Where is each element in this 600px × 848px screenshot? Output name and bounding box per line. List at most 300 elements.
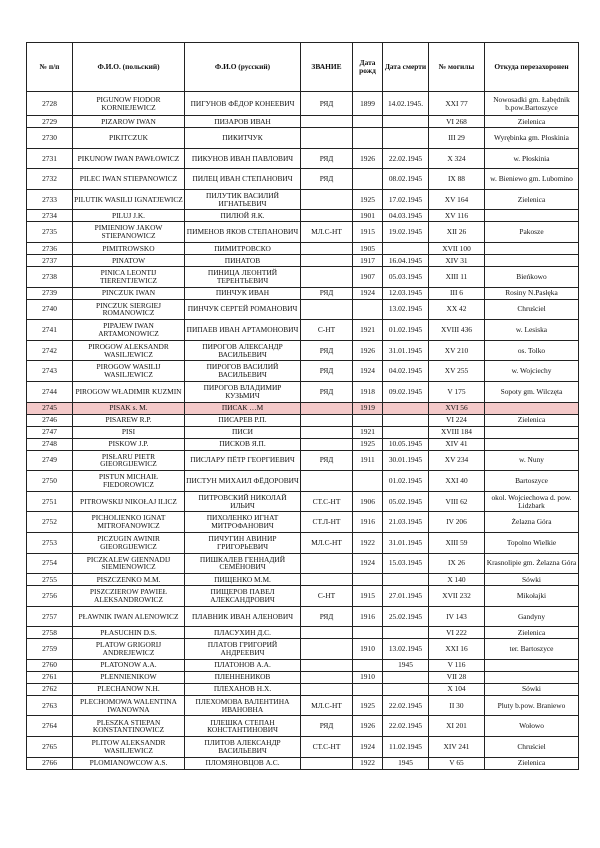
cell-grave-number: XXI 77 <box>429 92 485 116</box>
cell-rank: С-НТ <box>301 586 353 607</box>
cell-grave-number: XV 234 <box>429 450 485 471</box>
table-row <box>27 287 579 299</box>
cell-grave-number: XIII 11 <box>429 266 485 287</box>
cell-birth-date: 1926 <box>353 340 383 361</box>
cell-grave-number: III 6 <box>429 287 485 299</box>
header-birth-date: Дата рожд <box>353 43 383 92</box>
cell-rank: РЯД <box>301 361 353 382</box>
cell-number: 2731 <box>27 148 73 169</box>
cell-name-polish: PIKITCZUK <box>73 128 185 149</box>
cell-birth-date: 1911 <box>353 450 383 471</box>
cell-number: 2736 <box>27 242 73 254</box>
header-name-russian: Ф.И.О (русский) <box>185 43 301 92</box>
cell-name-polish: PIMITROWSKO <box>73 242 185 254</box>
cell-death-date: 22.02.1945 <box>383 148 429 169</box>
cell-number: 2730 <box>27 128 73 149</box>
cell-name-polish: PISZCZIEROW PAWIEŁ ALEKSANDROWICZ <box>73 586 185 607</box>
table-row <box>27 671 579 683</box>
cell-number: 2738 <box>27 266 73 287</box>
cell-name-polish: PILUTIK WASILIJ IGNATJEWICZ <box>73 189 185 210</box>
cell-name-russian: ПИСЛАРУ ПЁТР ГЕОРГИЕВИЧ <box>185 450 301 471</box>
cell-number: 2732 <box>27 169 73 190</box>
cell-number: 2746 <box>27 414 73 426</box>
cell-name-russian: ПИНИЦА ЛЕОНТИЙ ТЕРЕНТЬЕВИЧ <box>185 266 301 287</box>
table-row <box>27 242 579 254</box>
cell-death-date: 14.02.1945. <box>383 92 429 116</box>
cell-name-russian: ПИСАК …М <box>185 402 301 414</box>
cell-number: 2756 <box>27 586 73 607</box>
cell-death-date: 21.03.1945 <box>383 512 429 533</box>
cell-rank: РЯД <box>301 148 353 169</box>
cell-name-polish: PINCZUK IWAN <box>73 287 185 299</box>
cell-name-russian: ПИШКАЛЕВ ГЕННАДИЙ СЕМЁНОВИЧ <box>185 553 301 574</box>
cell-birth-date: 1921 <box>353 426 383 438</box>
cell-birth-date: 1906 <box>353 491 383 512</box>
cell-rank <box>301 438 353 450</box>
cell-grave-number: IV 143 <box>429 606 485 627</box>
cell-grave-number: XV 210 <box>429 340 485 361</box>
cell-rank <box>301 299 353 320</box>
cell-death-date <box>383 683 429 695</box>
cell-grave-number: VI 268 <box>429 116 485 128</box>
cell-death-date: 30.01.1945 <box>383 450 429 471</box>
cell-name-polish: PLECHANOW N.H. <box>73 683 185 695</box>
cell-number: 2749 <box>27 450 73 471</box>
table-row <box>27 512 579 533</box>
table-row <box>27 586 579 607</box>
cell-birth-date: 1925 <box>353 189 383 210</box>
table-row <box>27 299 579 320</box>
cell-name-russian: ПИКУНОВ ИВАН ПАВЛОВИЧ <box>185 148 301 169</box>
table-row <box>27 254 579 266</box>
cell-name-russian: ПЛАВНИК ИВАН АЛЕНОВИЧ <box>185 606 301 627</box>
cell-reburied-from: Sówki <box>485 683 579 695</box>
cell-grave-number: XII 26 <box>429 222 485 243</box>
cell-birth-date: 1907 <box>353 266 383 287</box>
cell-grave-number: XX 42 <box>429 299 485 320</box>
cell-death-date: 16.04.1945 <box>383 254 429 266</box>
cell-death-date: 05.03.1945 <box>383 266 429 287</box>
cell-name-polish: PIGUNOW FIODOR KORNIEJEWICZ <box>73 92 185 116</box>
cell-birth-date: 1921 <box>353 320 383 341</box>
cell-name-russian: ПИТРОВСКИЙ НИКОЛАЙ ИЛЬИЧ <box>185 491 301 512</box>
cell-number: 2766 <box>27 757 73 769</box>
table-row <box>27 737 579 758</box>
cell-name-polish: PISAREW R.P. <box>73 414 185 426</box>
table-row <box>27 266 579 287</box>
cell-reburied-from <box>485 242 579 254</box>
cell-death-date: 05.02.1945 <box>383 491 429 512</box>
cell-grave-number: XI 201 <box>429 716 485 737</box>
cell-reburied-from: Zielenica <box>485 757 579 769</box>
cell-birth-date: 1922 <box>353 532 383 553</box>
cell-name-polish: PIZAROW IWAN <box>73 116 185 128</box>
cell-number: 2753 <box>27 532 73 553</box>
cell-reburied-from: ter. Bartoszyce <box>485 639 579 660</box>
cell-number: 2754 <box>27 553 73 574</box>
cell-number: 2733 <box>27 189 73 210</box>
cell-rank <box>301 210 353 222</box>
header-rank: ЗВАНИЕ <box>301 43 353 92</box>
cell-name-russian: ПИЩЕРОВ ПАВЕЛ АЛЕКСАНДРОВИЧ <box>185 586 301 607</box>
cell-birth-date: 1925 <box>353 438 383 450</box>
cell-name-russian: ПИГУНОВ ФЁДОР КОНЕЕВИЧ <box>185 92 301 116</box>
cell-name-russian: ПИПАЕВ ИВАН АРТАМОНОВИЧ <box>185 320 301 341</box>
table-row <box>27 757 579 769</box>
cell-birth-date: 1922 <box>353 757 383 769</box>
cell-birth-date <box>353 169 383 190</box>
cell-name-russian: ПИРОГОВ ВАСИЛИЙ ВАСИЛЬЕВИЧ <box>185 361 301 382</box>
cell-name-russian: ПИСКОВ Я.П. <box>185 438 301 450</box>
table-row <box>27 169 579 190</box>
header-reburied-from: Откуда перезахоронен <box>485 43 579 92</box>
cell-rank <box>301 639 353 660</box>
cell-name-polish: PIROGOW WASILIJ WASILJEWICZ <box>73 361 185 382</box>
cell-number: 2744 <box>27 381 73 402</box>
cell-death-date <box>383 128 429 149</box>
cell-number: 2751 <box>27 491 73 512</box>
cell-grave-number: XIV 31 <box>429 254 485 266</box>
cell-reburied-from: os. Tolko <box>485 340 579 361</box>
cell-name-polish: PICZKALEW GIENNADIJ SIEMIENOWICZ <box>73 553 185 574</box>
cell-grave-number: VI 224 <box>429 414 485 426</box>
cell-reburied-from: Chruściel <box>485 737 579 758</box>
cell-rank: МЛ.С-НТ <box>301 222 353 243</box>
header-grave-number: № могилы <box>429 43 485 92</box>
cell-death-date <box>383 242 429 254</box>
cell-grave-number: V 116 <box>429 659 485 671</box>
cell-birth-date <box>353 471 383 492</box>
cell-name-polish: PISZCZENKO M.M. <box>73 574 185 586</box>
cell-reburied-from: Nowosadki gm. Łabędnik b.pow.Bartoszyce <box>485 92 579 116</box>
cell-name-russian: ПЛАТОВ ГРИГОРИЙ АНДРЕЕВИЧ <box>185 639 301 660</box>
cell-number: 2761 <box>27 671 73 683</box>
cell-name-russian: ПИЗАРОВ ИВАН <box>185 116 301 128</box>
cell-number: 2734 <box>27 210 73 222</box>
cell-death-date: 09.02.1945 <box>383 381 429 402</box>
table-row <box>27 361 579 382</box>
cell-rank <box>301 553 353 574</box>
cell-name-russian: ПИЛЮЙ Я.К. <box>185 210 301 222</box>
header-death-date: Дата смерти <box>383 43 429 92</box>
cell-name-polish: PISAK s. M. <box>73 402 185 414</box>
cell-grave-number: III 29 <box>429 128 485 149</box>
cell-number: 2762 <box>27 683 73 695</box>
table-row <box>27 695 579 716</box>
cell-name-russian: ПИЛЕЦ ИВАН СТЕПАНОВИЧ <box>185 169 301 190</box>
cell-rank: РЯД <box>301 92 353 116</box>
table-row <box>27 414 579 426</box>
cell-birth-date: 1901 <box>353 210 383 222</box>
cell-name-polish: PICHOLIENKO IGNAT MITROFANOWICZ <box>73 512 185 533</box>
cell-reburied-from: Bieńkowo <box>485 266 579 287</box>
cell-name-russian: ПИХОЛЕНКО ИГНАТ МИТРОФАНОВИЧ <box>185 512 301 533</box>
cell-name-russian: ПЛЕХАНОВ Н.Х. <box>185 683 301 695</box>
cell-rank <box>301 189 353 210</box>
cell-grave-number: V 65 <box>429 757 485 769</box>
cell-reburied-from: Mikołajki <box>485 586 579 607</box>
cell-birth-date: 1918 <box>353 381 383 402</box>
cell-name-russian: ПИЩЕНКО М.М. <box>185 574 301 586</box>
cell-name-polish: PILUJ J.K. <box>73 210 185 222</box>
cell-death-date: 31.01.1945 <box>383 532 429 553</box>
cell-name-russian: ПИРОГОВ АЛЕКСАНДР ВАСИЛЬЕВИЧ <box>185 340 301 361</box>
cell-name-russian: ПИСТУН МИХАИЛ ФЁДОРОВИЧ <box>185 471 301 492</box>
table-row <box>27 716 579 737</box>
cell-grave-number: II 30 <box>429 695 485 716</box>
cell-name-polish: PISKOW J.P. <box>73 438 185 450</box>
cell-name-russian: ПИНАТОВ <box>185 254 301 266</box>
cell-name-russian: ПИМЕНОВ ЯКОВ СТЕПАНОВИЧ <box>185 222 301 243</box>
cell-number: 2748 <box>27 438 73 450</box>
cell-grave-number: XV 116 <box>429 210 485 222</box>
cell-death-date <box>383 574 429 586</box>
table-row <box>27 340 579 361</box>
cell-birth-date: 1924 <box>353 737 383 758</box>
table-row <box>27 320 579 341</box>
cell-reburied-from: Topolno Wielkie <box>485 532 579 553</box>
cell-reburied-from <box>485 426 579 438</box>
cell-death-date: 10.05.1945 <box>383 438 429 450</box>
cell-rank <box>301 414 353 426</box>
cell-reburied-from: w. Bieniewo gm. Lubomino <box>485 169 579 190</box>
cell-rank: С-НТ <box>301 320 353 341</box>
cell-grave-number: XIV 41 <box>429 438 485 450</box>
cell-grave-number: XVII 232 <box>429 586 485 607</box>
cell-grave-number: XVIII 184 <box>429 426 485 438</box>
cell-death-date <box>383 414 429 426</box>
cell-grave-number: X 104 <box>429 683 485 695</box>
cell-name-russian: ПИРОГОВ ВЛАДИМИР КУЗЬМИЧ <box>185 381 301 402</box>
cell-reburied-from: Wyrębinka gm. Płoskinia <box>485 128 579 149</box>
cell-death-date: 15.03.1945 <box>383 553 429 574</box>
cell-name-polish: PINCZUK SIERGIEJ ROMANOWICZ <box>73 299 185 320</box>
cell-grave-number: XVI 56 <box>429 402 485 414</box>
cell-rank <box>301 757 353 769</box>
cell-birth-date: 1919 <box>353 402 383 414</box>
cell-rank <box>301 671 353 683</box>
table-row <box>27 639 579 660</box>
cell-reburied-from <box>485 254 579 266</box>
cell-death-date: 31.01.1945 <box>383 340 429 361</box>
cell-number: 2741 <box>27 320 73 341</box>
table-row <box>27 553 579 574</box>
table-row <box>27 402 579 414</box>
cell-name-polish: PLECHOMOWA WALENTINA IWANOWNA <box>73 695 185 716</box>
cell-birth-date: 1905 <box>353 242 383 254</box>
cell-name-polish: PIROGOW ALEKSANDR WASILJEWICZ <box>73 340 185 361</box>
table-row <box>27 148 579 169</box>
cell-birth-date <box>353 574 383 586</box>
table-row <box>27 92 579 116</box>
cell-name-polish: PITROWSKIJ NIKOŁAJ ILICZ <box>73 491 185 512</box>
cell-name-polish: PIROGOW WŁADIMIR KUZMIN <box>73 381 185 402</box>
cell-name-russian: ПЛЕННЕНИКОВ <box>185 671 301 683</box>
cell-birth-date: 1925 <box>353 695 383 716</box>
cell-name-polish: PISI <box>73 426 185 438</box>
cell-rank: РЯД <box>301 287 353 299</box>
table-row <box>27 189 579 210</box>
cell-birth-date: 1915 <box>353 586 383 607</box>
cell-rank <box>301 128 353 149</box>
cell-death-date: 01.02.1945 <box>383 320 429 341</box>
cell-grave-number: IX 26 <box>429 553 485 574</box>
cell-reburied-from <box>485 671 579 683</box>
table-row <box>27 116 579 128</box>
table-row <box>27 471 579 492</box>
cell-rank: РЯД <box>301 716 353 737</box>
cell-reburied-from: Chruściel <box>485 299 579 320</box>
table-row <box>27 606 579 627</box>
cell-number: 2742 <box>27 340 73 361</box>
cell-reburied-from: Wołowo <box>485 716 579 737</box>
cell-number: 2737 <box>27 254 73 266</box>
cell-death-date <box>383 426 429 438</box>
cell-reburied-from: Rosiny N.Pasłęka <box>485 287 579 299</box>
cell-name-russian: ПИЧУГИН АВИНИР ГРИГОРЬЕВИЧ <box>185 532 301 553</box>
cell-birth-date <box>353 659 383 671</box>
cell-rank: РЯД <box>301 340 353 361</box>
cell-number: 2747 <box>27 426 73 438</box>
table-row <box>27 438 579 450</box>
cell-birth-date: 1910 <box>353 639 383 660</box>
cell-reburied-from: okol. Wojciechowa d. pow. Lidzbark <box>485 491 579 512</box>
cell-death-date <box>383 116 429 128</box>
cell-reburied-from <box>485 438 579 450</box>
cell-birth-date <box>353 683 383 695</box>
cell-name-polish: PŁAWNIK IWAN ALENOWICZ <box>73 606 185 627</box>
cell-birth-date <box>353 299 383 320</box>
cell-reburied-from: Gandyny <box>485 606 579 627</box>
cell-death-date: 1945 <box>383 757 429 769</box>
cell-grave-number: XIV 241 <box>429 737 485 758</box>
cell-name-russian: ПИМИТРОВСКО <box>185 242 301 254</box>
cell-number: 2735 <box>27 222 73 243</box>
cell-name-polish: PLATONOW A.A. <box>73 659 185 671</box>
cell-grave-number: XXI 16 <box>429 639 485 660</box>
document-page <box>26 42 578 770</box>
cell-number: 2764 <box>27 716 73 737</box>
cell-grave-number: XVII 100 <box>429 242 485 254</box>
cell-reburied-from: w. Lesiska <box>485 320 579 341</box>
cell-rank <box>301 627 353 639</box>
cell-birth-date <box>353 627 383 639</box>
cell-reburied-from: w. Płoskinia <box>485 148 579 169</box>
cell-reburied-from: Pluty b.pow. Braniewo <box>485 695 579 716</box>
table-row <box>27 574 579 586</box>
cell-birth-date: 1899 <box>353 92 383 116</box>
table-row <box>27 222 579 243</box>
cell-grave-number: VIII 62 <box>429 491 485 512</box>
cell-death-date: 13.02.1945 <box>383 299 429 320</box>
table-body <box>27 92 579 770</box>
cell-name-russian: ПИЛУТИК ВАСИЛИЙ ИГНАТЬЕВИЧ <box>185 189 301 210</box>
cell-name-polish: PIMIENIOW JAKOW STIEPANOWICZ <box>73 222 185 243</box>
cell-rank <box>301 426 353 438</box>
cell-name-polish: PIKUNOW IWAN PAWŁOWICZ <box>73 148 185 169</box>
cell-name-russian: ПЛАСУХИН Д.С. <box>185 627 301 639</box>
cell-name-russian: ПЛЕХОМОВА ВАЛЕНТИНА ИВАНОВНА <box>185 695 301 716</box>
cell-rank <box>301 402 353 414</box>
cell-number: 2743 <box>27 361 73 382</box>
table-row <box>27 450 579 471</box>
cell-number: 2739 <box>27 287 73 299</box>
cell-birth-date: 1916 <box>353 606 383 627</box>
cell-number: 2745 <box>27 402 73 414</box>
cell-rank <box>301 266 353 287</box>
cell-death-date: 17.02.1945 <box>383 189 429 210</box>
cell-death-date: 19.02.1945 <box>383 222 429 243</box>
cell-birth-date <box>353 128 383 149</box>
cell-rank <box>301 659 353 671</box>
cell-rank <box>301 242 353 254</box>
cell-name-russian: ПИНЧУК ИВАН <box>185 287 301 299</box>
cell-birth-date: 1924 <box>353 287 383 299</box>
cell-reburied-from: Zielenica <box>485 627 579 639</box>
cell-rank: РЯД <box>301 450 353 471</box>
header-name-polish: Ф.И.О. (польский) <box>73 43 185 92</box>
cell-number: 2759 <box>27 639 73 660</box>
cell-reburied-from <box>485 210 579 222</box>
cell-death-date: 22.02.1945 <box>383 716 429 737</box>
cell-number: 2729 <box>27 116 73 128</box>
cell-number: 2750 <box>27 471 73 492</box>
cell-number: 2728 <box>27 92 73 116</box>
cell-death-date <box>383 671 429 683</box>
cell-name-polish: PLOMIANOWCOW A.S. <box>73 757 185 769</box>
cell-name-polish: PICZUGIN AWINIR GIEORGIJEWICZ <box>73 532 185 553</box>
cell-death-date: 04.03.1945 <box>383 210 429 222</box>
cell-reburied-from <box>485 402 579 414</box>
cell-death-date <box>383 627 429 639</box>
cell-number: 2765 <box>27 737 73 758</box>
cell-reburied-from: Sopoty gm. Wilczęta <box>485 381 579 402</box>
cell-rank: МЛ.С-НТ <box>301 532 353 553</box>
cell-name-polish: PLITOW ALEKSANDR WASILJEWICZ <box>73 737 185 758</box>
cell-rank <box>301 116 353 128</box>
cell-grave-number: VI 222 <box>429 627 485 639</box>
cell-rank: СТ.С-НТ <box>301 491 353 512</box>
cell-rank <box>301 574 353 586</box>
cell-grave-number: XXI 40 <box>429 471 485 492</box>
table-row <box>27 532 579 553</box>
cell-name-polish: PLENNIENIKOW <box>73 671 185 683</box>
table-row <box>27 491 579 512</box>
cell-birth-date: 1924 <box>353 361 383 382</box>
cell-reburied-from <box>485 659 579 671</box>
cell-reburied-from: Bartoszyce <box>485 471 579 492</box>
cell-rank: РЯД <box>301 606 353 627</box>
cell-number: 2752 <box>27 512 73 533</box>
cell-rank: РЯД <box>301 381 353 402</box>
cell-grave-number: IX 88 <box>429 169 485 190</box>
cell-name-polish: PINICA LEONTIJ TIERENTJEWICZ <box>73 266 185 287</box>
cell-birth-date: 1916 <box>353 512 383 533</box>
cell-birth-date: 1915 <box>353 222 383 243</box>
cell-reburied-from: Zielenica <box>485 189 579 210</box>
cell-name-polish: PŁASUCHIN D.S. <box>73 627 185 639</box>
cell-death-date: 04.02.1945 <box>383 361 429 382</box>
cell-name-polish: PISTUN MICHAIŁ FIEDOROWICZ <box>73 471 185 492</box>
cell-grave-number: XVIII 436 <box>429 320 485 341</box>
table-row <box>27 426 579 438</box>
cell-birth-date: 1926 <box>353 148 383 169</box>
cell-death-date: 12.03.1945 <box>383 287 429 299</box>
cell-rank: МЛ.С-НТ <box>301 695 353 716</box>
cell-name-russian: ПЛАТОНОВ А.А. <box>185 659 301 671</box>
table-row <box>27 128 579 149</box>
cell-name-russian: ПИСАРЕВ Р.П. <box>185 414 301 426</box>
